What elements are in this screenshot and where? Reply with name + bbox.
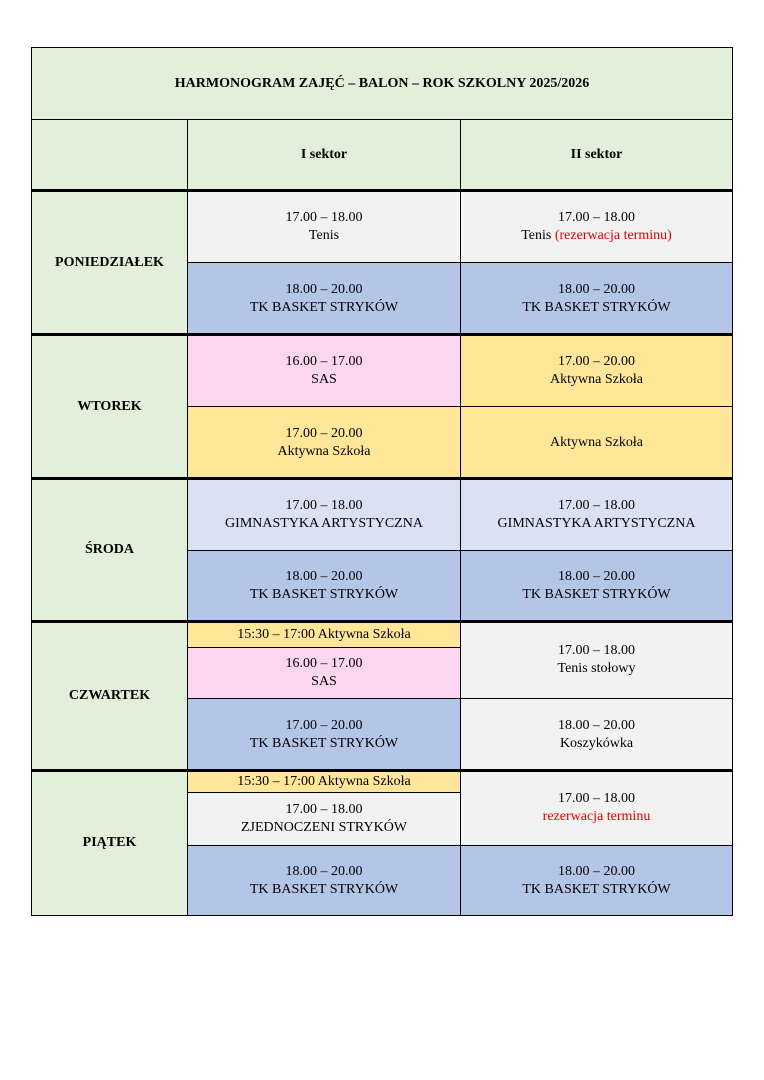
- slot-activity: Tenis: [521, 227, 552, 243]
- slot-text: 15:30 – 17:00 Aktywna Szkoła: [237, 773, 411, 789]
- slot-time: 18.00 – 20.00: [285, 863, 363, 879]
- day-label-friday: [31, 770, 188, 916]
- slot-wed-s1-a: [187, 478, 461, 551]
- slot-fri-s2-a: [460, 770, 733, 846]
- slot-fri-s2-b: [460, 845, 733, 916]
- slot-mon-s1-b: [187, 262, 461, 335]
- slot-mon-s2-b: [460, 262, 733, 335]
- slot-wed-s2-b: [460, 550, 733, 622]
- slot-time: 17.00 – 20.00: [285, 717, 363, 733]
- sector-1-label: I sektor: [300, 147, 348, 162]
- slot-time: 17.00 – 20.00: [558, 353, 635, 369]
- slot-activity: SAS: [311, 674, 337, 689]
- slot-activity: TK BASKET STRYKÓW: [249, 735, 399, 751]
- slot-fri-s1-b: [187, 792, 461, 846]
- slot-time: 17.00 – 18.00: [558, 643, 635, 658]
- slot-tue-s2-a: [460, 334, 733, 407]
- sector-2-label: II sektor: [570, 147, 623, 162]
- slot-wed-s1-b: [187, 550, 461, 622]
- slot-time: 17.00 – 18.00: [285, 209, 363, 225]
- slot-time: 18.00 – 20.00: [285, 569, 363, 584]
- day-tuesday-text: WTOREK: [77, 398, 142, 414]
- slot-thu-s2-b: [460, 698, 733, 771]
- slot-time: 16.00 – 17.00: [285, 353, 363, 369]
- day-label-thursday: [31, 621, 188, 771]
- reservation-note: (rezerwacja terminu): [554, 227, 672, 243]
- slot-thu-s1-c: [187, 698, 461, 771]
- slot-fri-s1-a: [187, 770, 461, 793]
- separator-header: [31, 189, 733, 192]
- slot-activity: GIMNASTYKA ARTYSTYCZNA: [497, 515, 696, 531]
- day-monday-text: PONIEDZIAŁEK: [55, 254, 164, 270]
- separator-tuesday: [31, 477, 733, 480]
- header-sector-1: [187, 119, 461, 191]
- slot-activity: TK BASKET STRYKÓW: [249, 881, 399, 897]
- slot-activity: Tenis stołowy: [557, 661, 636, 676]
- slot-activity: TK BASKET STRYKÓW: [522, 587, 671, 602]
- slot-tue-s2-b: [460, 406, 733, 479]
- slot-activity: TK BASKET STRYKÓW: [522, 299, 671, 315]
- slot-time: 18.00 – 20.00: [558, 281, 635, 297]
- slot-time: 18.00 – 20.00: [285, 281, 363, 297]
- slot-tue-s1-b: [187, 406, 461, 479]
- slot-activity: Tenis: [308, 227, 340, 243]
- slot-thu-s1-b: [187, 647, 461, 699]
- slot-activity: GIMNASTYKA ARTYSTYCZNA: [225, 515, 423, 531]
- slot-tue-s1-a: [187, 334, 461, 407]
- slot-activity: Aktywna Szkoła: [550, 371, 643, 387]
- slot-time: 17.00 – 18.00: [558, 497, 635, 513]
- slot-time: 18.00 – 20.00: [558, 569, 635, 584]
- day-friday-text: PIĄTEK: [82, 835, 137, 850]
- slot-activity: TK BASKET STRYKÓW: [522, 881, 671, 897]
- separator-wednesday: [31, 620, 733, 623]
- slot-time: 16.00 – 17.00: [285, 656, 363, 671]
- day-label-monday: [31, 190, 188, 335]
- slot-activity: ZJEDNOCZENI STRYKÓW: [240, 820, 408, 835]
- slot-activity-line: [521, 227, 672, 245]
- slot-time: 17.00 – 18.00: [285, 497, 363, 513]
- slot-activity: TK BASKET STRYKÓW: [249, 299, 399, 315]
- reservation-note: rezerwacja terminu: [542, 809, 651, 824]
- header-sector-2: [460, 119, 733, 191]
- header-empty-cell: [31, 119, 188, 191]
- separator-thursday: [31, 769, 733, 772]
- slot-activity: Aktywna Szkoła: [277, 443, 371, 459]
- slot-fri-s1-c: [187, 845, 461, 916]
- slot-thu-s2-a: [460, 621, 733, 699]
- slot-activity: Aktywna Szkoła: [550, 434, 643, 450]
- slot-time: 17.00 – 18.00: [285, 802, 363, 817]
- day-wednesday-text: ŚRODA: [84, 542, 134, 557]
- separator-monday: [31, 333, 733, 336]
- slot-thu-s1-a: [187, 621, 461, 648]
- slot-mon-s1-a: [187, 190, 461, 263]
- title-text: HARMONOGRAM ZAJĘĆ – BALON – ROK SZKOLNY 2025/2026: [174, 75, 590, 91]
- slot-time: 17.00 – 18.00: [558, 791, 635, 806]
- schedule-title: [31, 47, 733, 120]
- slot-time: 18.00 – 20.00: [558, 863, 635, 879]
- slot-time: 17.00 – 18.00: [558, 209, 635, 225]
- day-thursday-text: CZWARTEK: [68, 688, 151, 703]
- day-label-wednesday: [31, 478, 188, 622]
- slot-text: 15:30 – 17:00 Aktywna Szkoła: [237, 626, 411, 642]
- slot-mon-s2-a: [460, 190, 733, 263]
- slot-wed-s2-a: [460, 478, 733, 551]
- slot-activity: SAS: [311, 371, 337, 387]
- slot-time: 18.00 – 20.00: [558, 717, 635, 733]
- slot-activity: Koszykówka: [559, 735, 634, 751]
- slot-time: 17.00 – 20.00: [285, 425, 363, 441]
- slot-activity: TK BASKET STRYKÓW: [249, 587, 399, 602]
- day-label-tuesday: [31, 334, 188, 479]
